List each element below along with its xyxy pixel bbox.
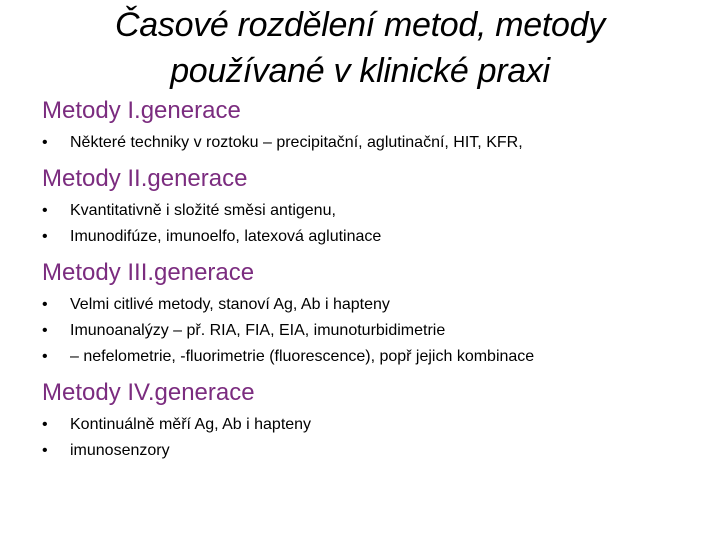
bullet-list [42, 292, 702, 370]
bullet-item [42, 292, 702, 318]
slide-title-line-1: Časové rozdělení metod, metody [115, 6, 605, 44]
bullet-item [42, 198, 702, 224]
slide-title [0, 2, 720, 94]
bullet-icon: • [42, 348, 48, 365]
section-generation-3 [42, 257, 702, 370]
slide-content [42, 95, 702, 471]
bullet-item [42, 224, 702, 250]
bullet-text: Imunoanalýzy – př. RIA, FIA, EIA, imunoturbidimetrie [70, 322, 446, 339]
bullet-text: Kvantitativně i složité směsi antigenu, [70, 202, 336, 219]
bullet-icon: • [42, 134, 48, 151]
bullet-text: – nefelometrie, -fluorimetrie (fluorescence), popř jejich kombinace [70, 348, 535, 365]
section-heading: Metody II.generace [42, 165, 248, 192]
bullet-item [42, 412, 702, 438]
bullet-icon: • [42, 442, 48, 459]
bullet-text: imunosenzory [70, 442, 170, 459]
section-generation-4 [42, 377, 702, 464]
bullet-text: Některé techniky v roztoku – precipitační, aglutinační, HIT, KFR, [70, 134, 523, 151]
bullet-item [42, 438, 702, 464]
section-heading: Metody I.generace [42, 97, 241, 124]
bullet-list [42, 412, 702, 464]
bullet-text: Imunodifúze, imunoelfo, latexová aglutinace [70, 228, 382, 245]
bullet-item [42, 318, 702, 344]
bullet-text: Velmi citlivé metody, stanoví Ag, Ab i hapteny [70, 296, 390, 313]
bullet-icon: • [42, 322, 48, 339]
section-heading: Metody IV.generace [42, 379, 255, 406]
bullet-list [42, 130, 702, 156]
bullet-icon: • [42, 296, 48, 313]
section-heading: Metody III.generace [42, 259, 255, 286]
bullet-icon: • [42, 202, 48, 219]
bullet-item [42, 344, 702, 370]
bullet-list [42, 198, 702, 250]
slide-title-line-2: používané v klinické praxi [170, 52, 550, 90]
section-generation-1 [42, 95, 702, 156]
bullet-icon: • [42, 228, 48, 245]
bullet-item [42, 130, 702, 156]
section-generation-2 [42, 163, 702, 250]
bullet-text: Kontinuálně měří Ag, Ab i hapteny [70, 416, 312, 433]
bullet-icon: • [42, 416, 48, 433]
